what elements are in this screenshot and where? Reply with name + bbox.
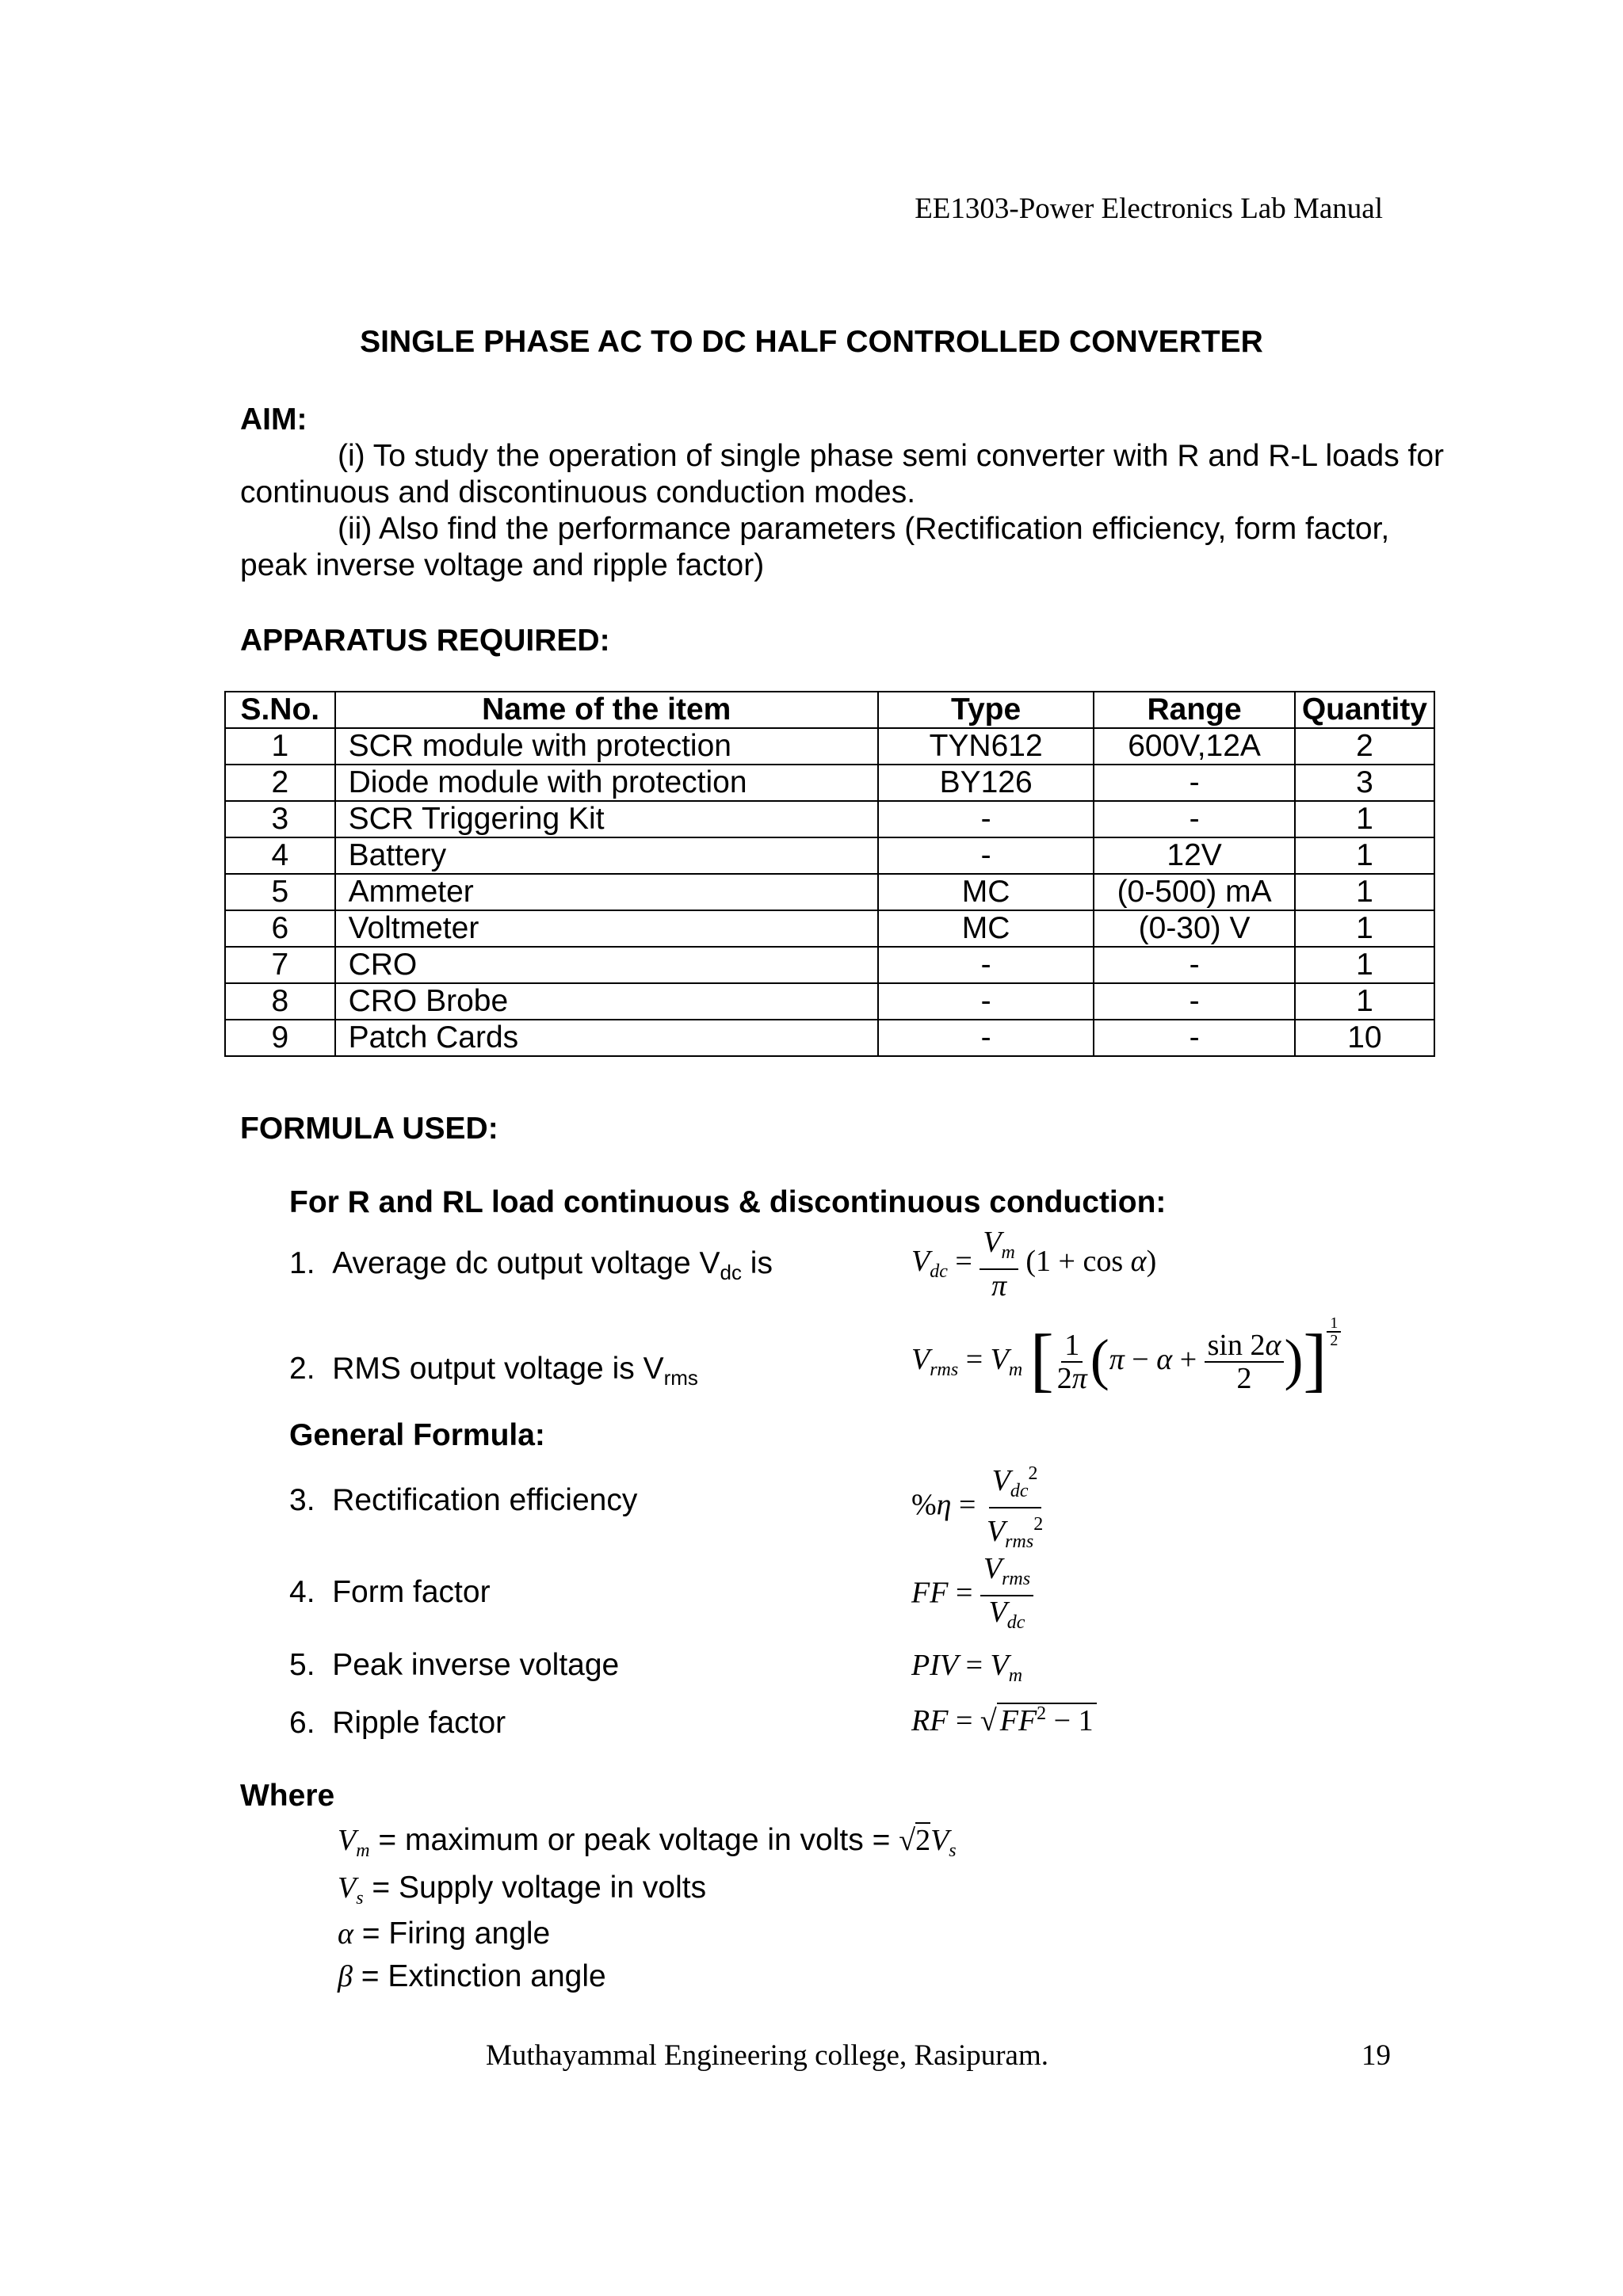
cell-sno: 2 <box>225 765 335 801</box>
cell-sno: 9 <box>225 1020 335 1056</box>
cell-type: BY126 <box>878 765 1094 801</box>
table-row <box>225 874 1434 910</box>
footer-college: Muthayammal Engineering college, Rasipuram. <box>486 2039 1048 2072</box>
where-vm: $V_m$ = maximum or peak voltage in volts = $√2V_s$ <box>338 1823 957 1861</box>
aim-line-3: (ii) Also find the performance parameters (Rectification efficiency, form factor, <box>338 512 1390 546</box>
cell-quantity: 1 <box>1295 947 1434 983</box>
cell-range: - <box>1094 801 1294 837</box>
cell-quantity: 3 <box>1295 765 1434 801</box>
formula-vdc: $V_{dc}$ = $\frac{V_m}{\pi}$ (1 + cos α) <box>911 1226 1157 1302</box>
cell-sno: 8 <box>225 983 335 1020</box>
cell-range: - <box>1094 1020 1294 1056</box>
cell-sno: 3 <box>225 801 335 837</box>
cell-name: CRO Brobe <box>335 983 878 1020</box>
where-heading: Where <box>240 1779 335 1813</box>
aim-line-2: continuous and discontinuous conduction modes. <box>240 475 916 509</box>
table-row <box>225 765 1434 801</box>
cell-type: MC <box>878 910 1094 947</box>
cell-name: Voltmeter <box>335 910 878 947</box>
cell-type: - <box>878 837 1094 874</box>
apparatus-heading: APPARATUS REQUIRED: <box>240 624 610 658</box>
page-number: 19 <box>1361 2039 1391 2072</box>
apparatus-table <box>224 691 1435 1057</box>
cell-name: SCR module with protection <box>335 728 878 765</box>
formula-item-1: 1. Average dc output voltage $V_{dc}$ is <box>289 1246 773 1284</box>
column-header-quantity: Quantity <box>1295 692 1434 728</box>
cell-sno: 5 <box>225 874 335 910</box>
table-row <box>225 1020 1434 1056</box>
formula-efficiency: %η = $\frac{V_{dc}^2}{V_{rms}^2}$ <box>911 1458 1046 1558</box>
cell-range: 12V <box>1094 837 1294 874</box>
cell-name: Patch Cards <box>335 1020 878 1056</box>
cell-quantity: 1 <box>1295 983 1434 1020</box>
cell-range: - <box>1094 983 1294 1020</box>
page-title: SINGLE PHASE AC TO DC HALF CONTROLLED CONVERTER <box>360 325 1263 359</box>
table-row <box>225 837 1434 874</box>
column-header-sno: S.No. <box>225 692 335 728</box>
table-row <box>225 947 1434 983</box>
table-row <box>225 801 1434 837</box>
formula-item-6: 6. Ripple factor <box>289 1706 506 1740</box>
aim-heading: AIM: <box>240 402 307 437</box>
cell-range: - <box>1094 765 1294 801</box>
cell-quantity: 1 <box>1295 837 1434 874</box>
cell-range: 600V,12A <box>1094 728 1294 765</box>
formula-subheading: For R and RL load continuous & discontinuous conduction: <box>289 1185 1167 1219</box>
table-header-row <box>225 692 1434 728</box>
running-header: EE1303-Power Electronics Lab Manual <box>915 193 1383 225</box>
formula-item-3: 3. Rectification efficiency <box>289 1483 638 1517</box>
cell-range: (0-30) V <box>1094 910 1294 947</box>
where-beta: β = Extinction angle <box>338 1959 606 1993</box>
cell-quantity: 1 <box>1295 910 1434 947</box>
formula-heading: FORMULA USED: <box>240 1112 498 1146</box>
where-alpha: α = Firing angle <box>338 1917 551 1951</box>
cell-name: Diode module with protection <box>335 765 878 801</box>
cell-name: CRO <box>335 947 878 983</box>
formula-item-2: 2. RMS output voltage is $V_{rms}$ <box>289 1352 698 1390</box>
table-row <box>225 983 1434 1020</box>
cell-type: - <box>878 983 1094 1020</box>
formula-item-5: 5. Peak inverse voltage <box>289 1648 620 1682</box>
formula-piv: PIV = $V_m$ <box>911 1649 1023 1686</box>
cell-quantity: 10 <box>1295 1020 1434 1056</box>
column-header-name: Name of the item <box>335 692 878 728</box>
formula-ripple: RF = √ $FF^2 - 1$ <box>911 1703 1097 1738</box>
general-formula-heading: General Formula: <box>289 1418 545 1452</box>
cell-type: MC <box>878 874 1094 910</box>
cell-type: - <box>878 801 1094 837</box>
cell-quantity: 1 <box>1295 874 1434 910</box>
aim-line-4: peak inverse voltage and ripple factor) <box>240 548 765 582</box>
cell-quantity: 2 <box>1295 728 1434 765</box>
cell-range: - <box>1094 947 1294 983</box>
cell-name: Battery <box>335 837 878 874</box>
cell-name: SCR Triggering Kit <box>335 801 878 837</box>
formula-vrms: $V_{rms} = V_m$ [ $\frac{1}{2\pi}$ (π − α + $\frac{\sin 2\alpha}{2}$ )] $\frac{1}{2}$ <box>911 1315 1341 1401</box>
aim-line-1: (i) To study the operation of single phase semi converter with R and R-L loads for <box>338 439 1445 473</box>
formula-form-factor: FF = $\frac{V_{rms}}{V_{dc}}$ <box>911 1553 1033 1638</box>
cell-sno: 7 <box>225 947 335 983</box>
cell-sno: 6 <box>225 910 335 947</box>
cell-sno: 1 <box>225 728 335 765</box>
cell-range: (0-500) mA <box>1094 874 1294 910</box>
column-header-type: Type <box>878 692 1094 728</box>
cell-type: TYN612 <box>878 728 1094 765</box>
table-row <box>225 728 1434 765</box>
where-vs: $V_s$ = Supply voltage in volts <box>338 1871 707 1909</box>
cell-type: - <box>878 1020 1094 1056</box>
cell-sno: 4 <box>225 837 335 874</box>
formula-item-4: 4. Form factor <box>289 1575 491 1609</box>
table-row <box>225 910 1434 947</box>
cell-quantity: 1 <box>1295 801 1434 837</box>
cell-name: Ammeter <box>335 874 878 910</box>
cell-type: - <box>878 947 1094 983</box>
column-header-range: Range <box>1094 692 1294 728</box>
